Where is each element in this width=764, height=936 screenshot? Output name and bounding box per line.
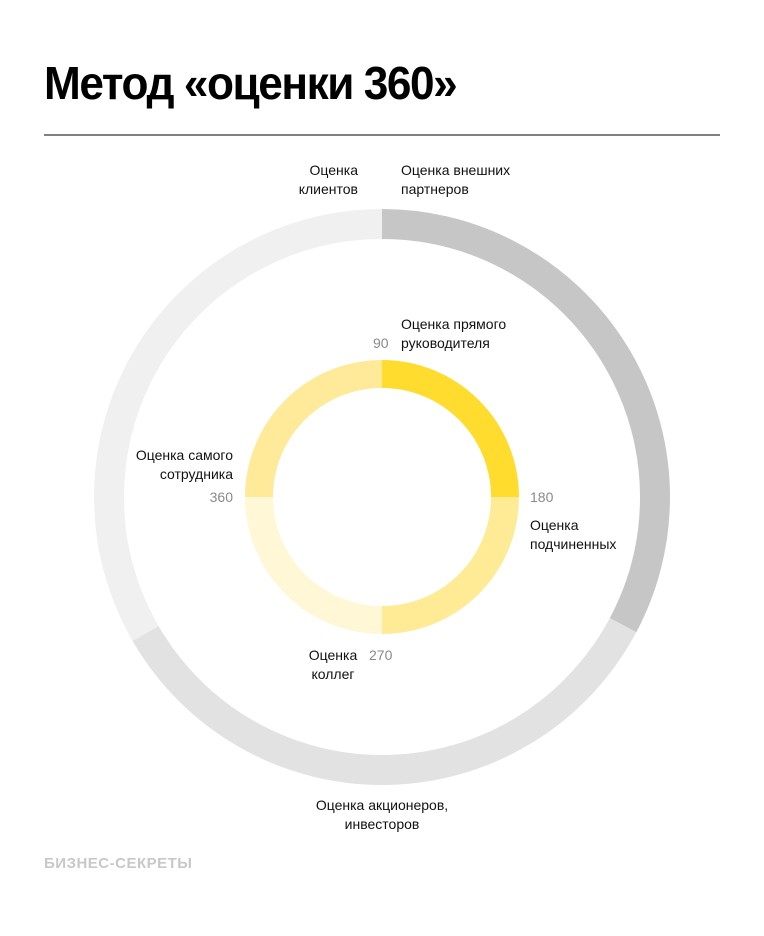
inner-segment-self — [259, 374, 382, 497]
value-270: 270 — [369, 647, 393, 663]
value-90: 90 — [373, 335, 389, 351]
outer-segment-external-partners — [382, 224, 655, 625]
outer-segment-clients — [109, 224, 382, 634]
value-180: 180 — [530, 489, 554, 505]
label-line: клиентов — [298, 181, 358, 197]
label-line: Оценка — [309, 162, 358, 178]
value-360: 360 — [209, 489, 233, 505]
label-line: Оценка акционеров, — [315, 797, 449, 813]
inner-segment-manager — [382, 374, 505, 497]
label-subordinates — [530, 516, 616, 554]
label-line: сотрудника — [159, 466, 233, 482]
brand-logo: БИЗНЕС-СЕКРЕТЫ — [44, 855, 193, 872]
label-line: Оценка прямого — [401, 316, 507, 332]
label-line: Оценка внешних — [401, 162, 511, 178]
label-shareholders — [282, 796, 482, 834]
label-line: руководителя — [401, 335, 490, 351]
label-external-partners — [401, 161, 510, 199]
label-clients — [299, 161, 358, 199]
label-line: партнеров — [401, 181, 469, 197]
label-line: инвесторов — [344, 816, 420, 832]
label-line: Оценка — [308, 647, 358, 663]
page-title: Метод «оценки 360» — [44, 57, 457, 109]
inner-segment-colleagues — [259, 497, 382, 620]
label-line: подчиненных — [530, 536, 617, 552]
label-line: Оценка — [530, 517, 579, 533]
inner-ring — [259, 374, 505, 620]
label-colleagues — [298, 646, 368, 684]
label-line: коллег — [311, 666, 355, 682]
label-self — [136, 446, 233, 484]
inner-segment-subordinates — [382, 497, 505, 620]
label-direct-manager — [401, 315, 506, 353]
outer-ring — [109, 224, 655, 770]
label-line: Оценка самого — [135, 447, 233, 463]
